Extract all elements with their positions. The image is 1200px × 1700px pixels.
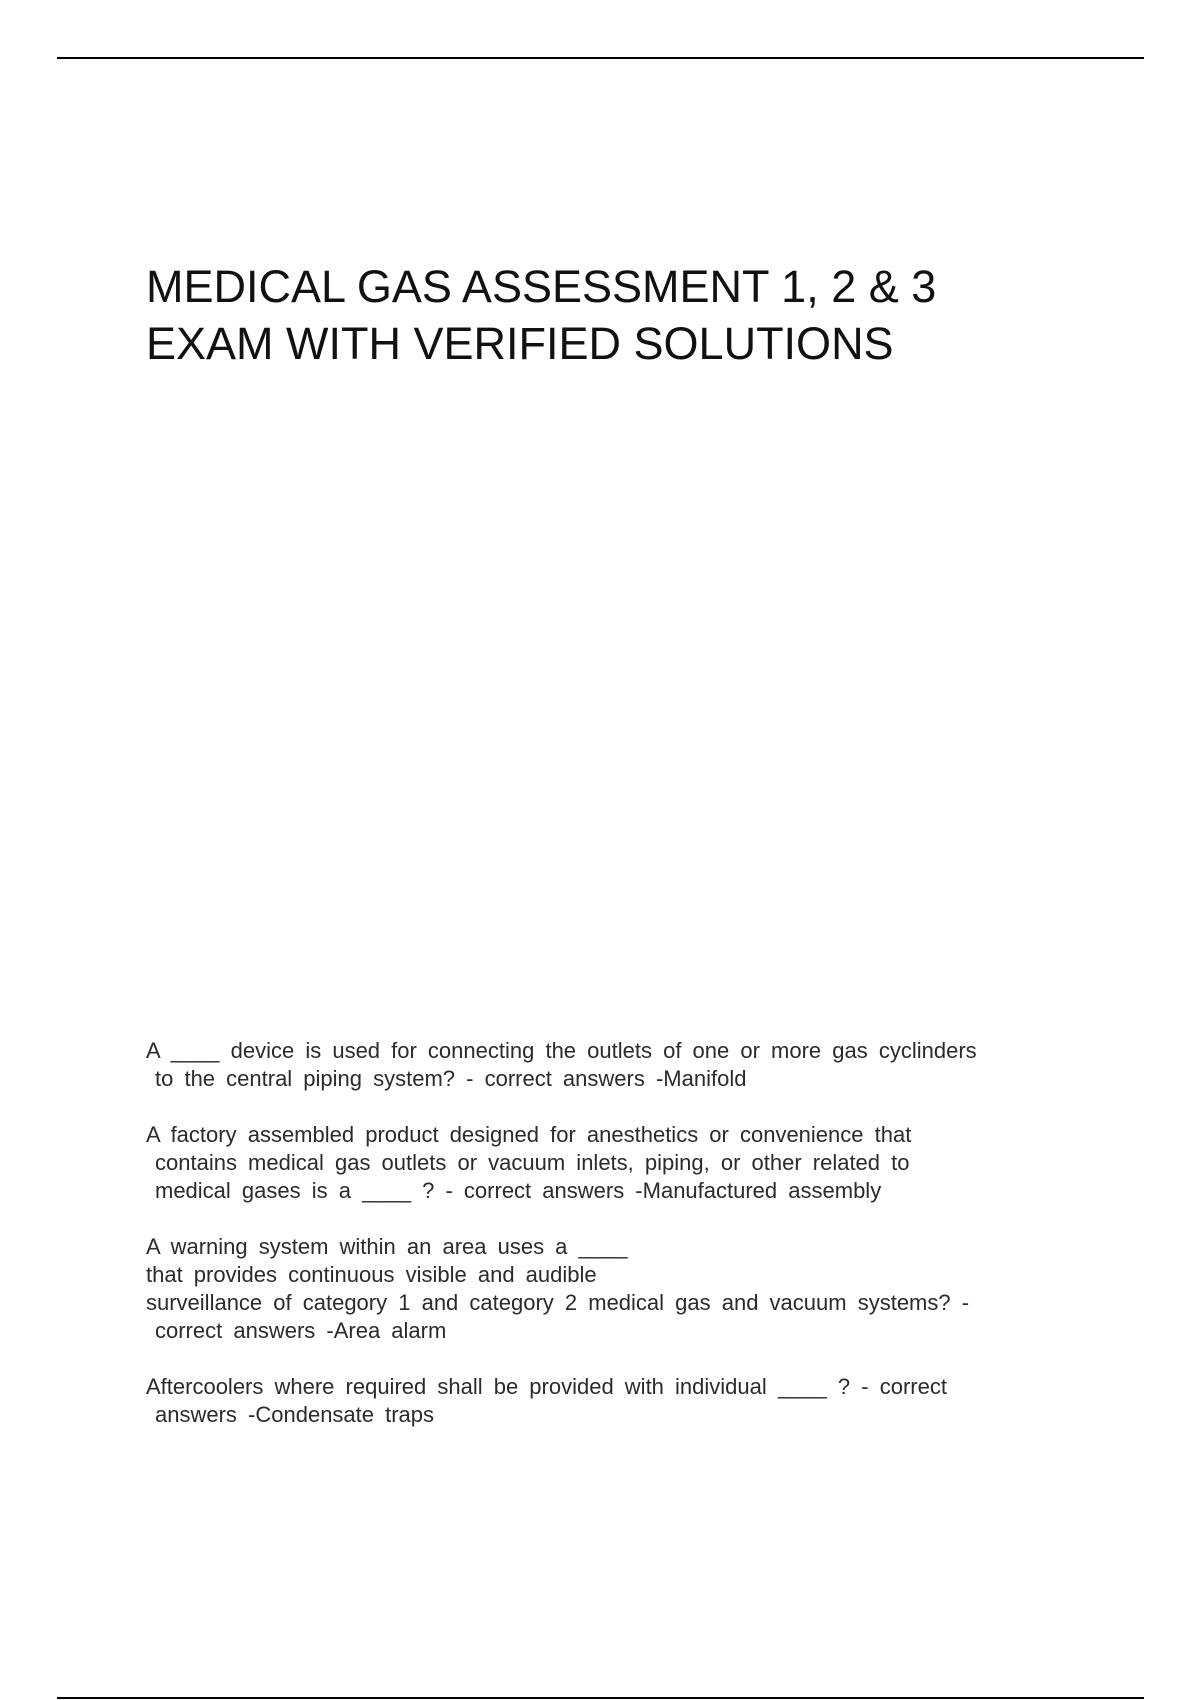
bottom-rule [57,1697,1144,1699]
question-item [146,1233,1090,1345]
title-line-1: MEDICAL GAS ASSESSMENT 1, 2 & 3 [146,261,937,312]
document-title [146,258,1106,372]
question-line: A ____ device is used for connecting the outlets of one or more gas cyclinders [146,1038,977,1063]
question-line: A warning system within an area uses a ____ [146,1234,628,1259]
question-line: A factory assembled product designed for anesthetics or convenience that [146,1122,912,1147]
question-line: contains medical gas outlets or vacuum inlets, piping, or other related to [155,1150,910,1175]
question-line: correct answers -Area alarm [155,1318,447,1343]
top-rule [57,57,1144,59]
question-line: medical gases is a ____ ? - correct answers -Manufactured assembly [155,1178,882,1203]
question-item [146,1121,1090,1205]
question-line: Aftercoolers where required shall be provided with individual ____ ? - correct [146,1374,947,1399]
question-list [146,1037,1090,1457]
question-item [146,1373,1090,1429]
question-line: surveillance of category 1 and category 2 medical gas and vacuum systems? - [146,1290,970,1315]
question-line: to the central piping system? - correct answers -Manifold [155,1066,747,1091]
question-line: that provides continuous visible and audible [146,1262,597,1287]
question-item [146,1037,1090,1093]
question-line: answers -Condensate traps [155,1402,435,1427]
title-line-2: EXAM WITH VERIFIED SOLUTIONS [146,318,894,369]
